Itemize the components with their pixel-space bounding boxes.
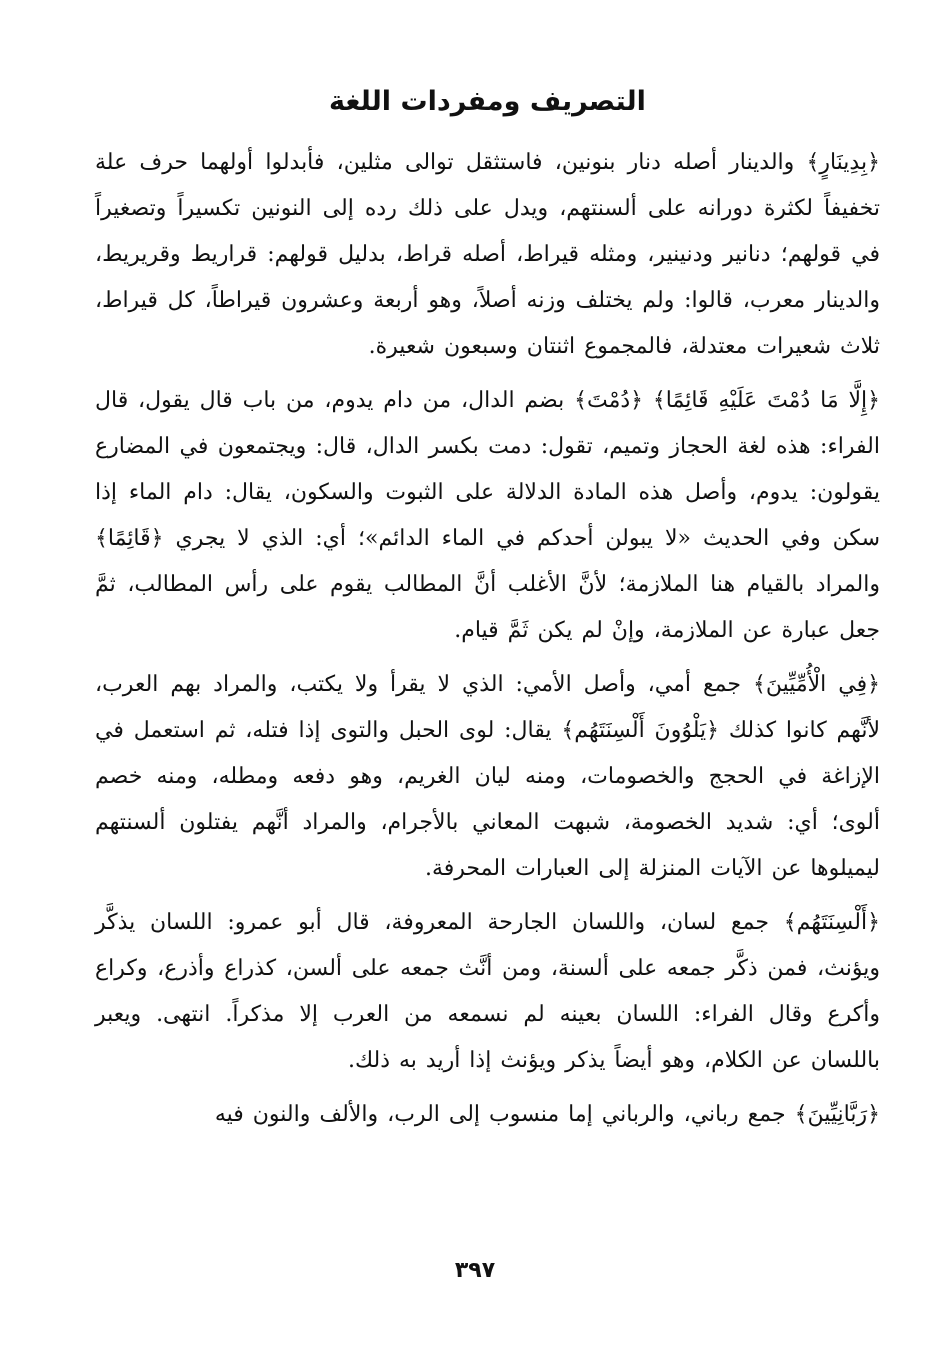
paragraph-ummiyyin: ﴿فِي الْأُمِّيِّينَ﴾ جمع أمي، وأصل الأمي: الذي لا يقرأ ولا يكتب، والمراد بهم العرب، لأنَّهم كانوا كذلك ﴿يَلْوُونَ أَلْسِنَتَهُم﴾ يقال: لوى الحبل والتوى إذا فتله، ثم استعمل في الإزاغة في الحجج والخصومات، ومنه ليان الغريم، وهو دفعه ومطله، ومنه خصم ألوى؛ أي: شديد الخصومة، شبهت المعاني بالأجرام، والمراد أنَّهم يفتلون ألسنتهم ليميلوها عن الآيات المنزلة إلى العبارات المحرفة.: [95, 672, 880, 881]
page-title: التصريف ومفردات اللغة: [329, 86, 646, 117]
paragraph-dinar: ﴿بِدِينَارٍ﴾ والدينار أصله دنار بنونين، فاستثقل توالى مثلين، فأبدلوا أولهما حرف علة تخفيفاً لكثرة دورانه على ألسنتهم، ويدل على ذلك رده إلى النونين تكسيراً وتصغيراً في قولهم؛ دنانير ودنينير، ومثله قيراط، أصله قراط، بدليل قولهم: قراريط وقريريط، والدينار معرب، قالوا: ولم يختلف وزنه أصلاً، وهو أربعة وعشرون قيراطاً، كل قيراط، ثلاث شعيرات معتدلة، فالمجموع اثنتان وسبعون شعيرة.: [95, 150, 881, 359]
paragraph-alsinatahum: ﴿أَلْسِنَتَهُم﴾ جمع لسان، واللسان الجارحة المعروفة، قال أبو عمرو: اللسان يذكَّر ويؤنث، فمن ذكَّر جمعه على ألسنة، ومن أنَّث جمعه على ألسن، كذراع وأذرع، وكراع وأكرع وقال الفراء: اللسان بعينه لم نسمعه من العرب إلا مذكراً. انتهى. ويعبر باللسان عن الكلام، وهو أيضاً يذكر ويؤنث إذا أريد به ذلك.: [95, 910, 880, 1073]
paragraph-rabbaniyyin: ﴿رَبَّانِيِّينَ﴾ جمع رباني، والرباني إما منسوب إلى الرب، والألف والنون فيه: [214, 1102, 880, 1127]
paragraph-dumta: ﴿إِلَّا مَا دُمْتَ عَلَيْهِ قَائِمًا﴾ ﴿دُمْتَ﴾ بضم الدال، من دام يدوم، من باب قال يقول، قال الفراء: هذه لغة الحجاز وتميم، تقول: دمت بكسر الدال، قال: ويجتمعون في المضارع يقولون: يدوم، وأصل هذه المادة الدلالة على الثبوت والسكون، يقال: دام الماء إذا سكن وفي الحديث «لا يبولن أحدكم في الماء الدائم»؛ أي: الذي لا يجري ﴿قَائِمًا﴾ والمراد بالقيام هنا الملازمة؛ لأنَّ الأغلب أنَّ المطالب يقوم على رأس المطالب، ثمَّ جعل عبارة عن الملازمة، وإنْ لم يكن ثَمَّ قيام.: [95, 388, 880, 643]
page-body: [95, 80, 880, 1146]
page-number: ٣٩٧: [454, 1258, 496, 1283]
